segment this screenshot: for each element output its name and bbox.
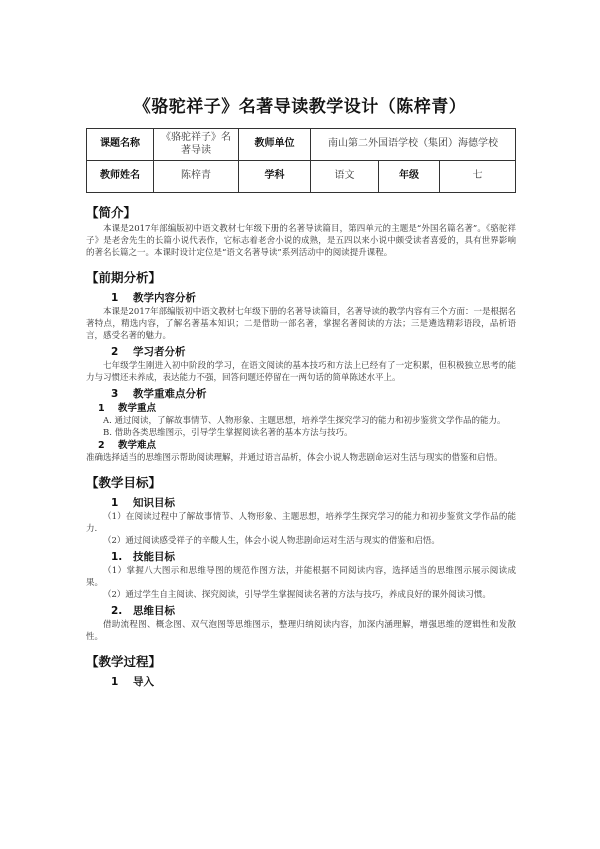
unit-label: 教师单位 (239, 129, 311, 161)
focus-heading (86, 402, 516, 415)
section-title: 教学重难点分析 (133, 388, 207, 400)
section-title: 教学内容分析 (133, 292, 196, 304)
difficulty-text: 准确选择适当的思维图示帮助阅读理解，并通过语言品析，体会小说人物悲剧命运对生活与现实的借鉴和启悟。 (86, 453, 503, 463)
skill-goal-heading (86, 550, 516, 565)
topic-value: 《骆驼祥子》名著导读 (154, 129, 239, 161)
document-title: 《骆驼祥子》名著导读教学设计（陈梓青） (133, 97, 467, 117)
section-title: 知识目标 (133, 497, 175, 509)
section-number: 1. (111, 551, 123, 563)
focus-item-a: A. 通过阅读，了解故事情节、人物形象、主题思想，培养学生探究学习的能力和初步鉴赏文学作品的能力。 (103, 416, 506, 426)
knowledge-goal-item: （1）在阅读过程中了解故事情节、人物形象、主题思想，培养学生探究学习的能力和初步鉴赏文学作品的能力. (86, 512, 516, 534)
section-number: 2 (111, 346, 119, 358)
subsection-number: 1 (98, 403, 105, 414)
knowledge-goal-heading (86, 496, 516, 511)
teacher-label: 教师姓名 (87, 161, 154, 193)
intro-text: 本课是2017年部编版初中语文教材七年级下册的名著导读篇目，第四单元的主题是“外国名篇名著”。《骆驼祥子》是老舍先生的长篇小说代表作，它标志着老舍小说的成熟，是五四以来小说中颇受读者喜爱的，具有世界影响的著名长篇之一。本课时设计定位是“语文名著导读”系列活动中的阅读提升课程。 (86, 224, 516, 258)
topic-label: 课题名称 (87, 129, 154, 161)
subject-label: 学科 (239, 161, 311, 193)
section-title: 导入 (133, 676, 154, 688)
subsection-number: 2 (98, 440, 105, 451)
grade-value: 七 (440, 161, 516, 193)
section-number: 2. (111, 605, 123, 617)
learner-analysis-text: 七年级学生刚进入初中阶段的学习，在语文阅读的基本技巧和方法上已经有了一定积累，但积极独立思考的能力与习惯还未养成，表达能力不强，回答问题还停留在一两句话的简单陈述水平上。 (86, 361, 516, 383)
info-table (86, 128, 516, 193)
document-body (86, 204, 516, 690)
section-title: 思维目标 (133, 605, 175, 617)
content-analysis-heading (86, 291, 516, 306)
process-intro-heading (86, 675, 516, 690)
subsection-title: 教学重点 (118, 403, 157, 414)
focus-item-b: B. 借助各类思维图示，引导学生掌握阅读名著的基本方法与技巧。 (103, 428, 353, 438)
info-row (87, 161, 516, 193)
subject-value: 语文 (311, 161, 379, 193)
goals-heading: 【教学目标】 (86, 475, 162, 490)
knowledge-goal-item: （2）通过阅读感受祥子的辛酸人生，体会小说人物悲剧命运对生活与现实的借鉴和启悟。 (103, 536, 440, 546)
section-number: 3 (111, 388, 119, 400)
section-title: 技能目标 (133, 551, 175, 563)
skill-goal-item: （1）掌握八大图示和思维导图的规范作图方法，并能根据不同阅读内容，选择适当的思维图示展示阅读成果。 (86, 566, 516, 588)
info-row (87, 129, 516, 161)
learner-analysis-heading (86, 345, 516, 360)
grade-label: 年级 (379, 161, 440, 193)
teacher-value: 陈梓青 (154, 161, 239, 193)
skill-goal-item: （2）通过学生自主阅读、探究阅读，引导学生掌握阅读名著的方法与技巧，养成良好的课外阅读习惯。 (103, 590, 491, 600)
process-heading: 【教学过程】 (86, 654, 162, 669)
subsection-title: 教学难点 (118, 440, 157, 451)
keypoints-heading (86, 387, 516, 402)
unit-value: 南山第二外国语学校（集团）海德学校 (311, 129, 516, 161)
section-title: 学习者分析 (133, 346, 186, 358)
section-number: 1 (111, 292, 119, 304)
content-analysis-text: 本课是2017年部编版初中语文教材七年级下册的名著导读篇目，名著导读的教学内容有三个方面：一是根据名著特点，精选内容，了解名著基本知识；二是借助一部名著，掌握名著阅读的方法；三是遴选精彩语段，品析语言，感受名著的魅力。 (86, 307, 516, 341)
thinking-goal-text: 借助流程图、概念图、双气泡图等思维图示，整理归纳阅读内容，加深内涵理解，增强思维的逻辑性和发散性。 (86, 620, 516, 642)
analysis-heading: 【前期分析】 (86, 270, 162, 285)
section-number: 1 (111, 676, 119, 688)
difficulty-heading (86, 439, 516, 452)
section-number: 1 (111, 497, 119, 509)
thinking-goal-heading (86, 604, 516, 619)
intro-heading: 【简介】 (86, 205, 137, 220)
